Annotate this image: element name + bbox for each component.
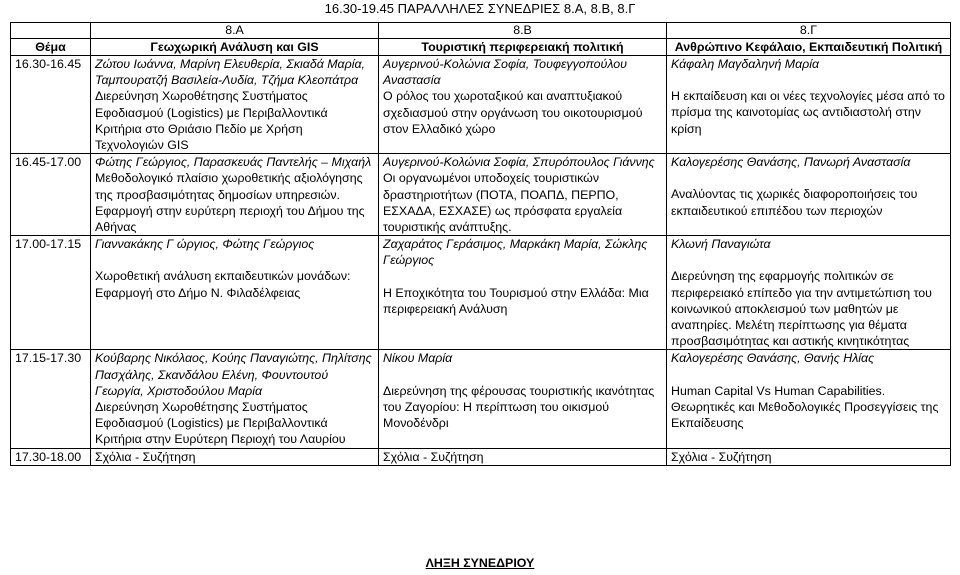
talk-authors: Φώτης Γεώργιος, Παρασκευάς Παντελής – Μιχαήλ (95, 155, 372, 170)
talk-authors: Αυγερινού-Κολώνια Σοφία, Τουφεγγοπούλου Αναστασία (383, 57, 627, 88)
session-8b: 8.Β (379, 23, 667, 39)
slot-row (11, 56, 951, 154)
talk-title: Διερεύνηση Χωροθέτησης Συστήματος Εφοδιασμού (Logistics) με Περιβαλλοντικά Κριτήρια στο Θριάσιο Πεδίο με Χρήση Τεχνολογιών GIS (95, 89, 328, 153)
talk-authors: Καλογερέσης Θανάσης, Πανωρή Αναστασία (671, 155, 911, 170)
slot-row (11, 236, 951, 350)
spacer (95, 252, 374, 268)
session-corner (11, 23, 91, 39)
talk-cell (91, 154, 379, 236)
talk-title: Human Capital Vs Human Capabilities. Θεωρητικές και Μεθοδολογικές Προσεγγίσεις της Εκπαίδευσης (671, 383, 939, 431)
talk-authors: Κλωνή Παναγιώτα (671, 237, 771, 252)
talk-authors: Νίκου Μαρία (383, 351, 453, 366)
spacer (671, 170, 946, 186)
slot-row (11, 154, 951, 236)
slot-time: 17.15-17.30 (11, 350, 91, 448)
talk-title: Αναλύοντας τις χωρικές διαφοροποιήσεις του εκπαιδευτικού επιπέδου των περιοχών (671, 187, 918, 218)
slot-time: 16.45-17.00 (11, 154, 91, 236)
talk-cell (379, 236, 667, 350)
talk-title: Χωροθετική ανάλυση εκπαιδευτικών μονάδων: Εφαρμογή στο Δήμο Ν. Φιλαδέλφειας (95, 269, 351, 300)
talk-cell (379, 350, 667, 448)
slot-row (11, 350, 951, 448)
talk-cell (91, 236, 379, 350)
discussion-row (11, 448, 951, 465)
spacer (671, 367, 946, 383)
session-8a: 8.Α (91, 23, 379, 39)
spacer (383, 367, 662, 383)
talk-cell (91, 56, 379, 154)
talk-authors: Ζώτου Ιωάννα, Μαρίνη Ελευθερία, Σκιαδά Μαρία, Ταμπουρατζή Βασιλεία-Λυδία, Τζήμα Κλεοπάτρα (95, 57, 365, 88)
talk-cell (667, 154, 951, 236)
talk-title: Διερεύνηση Χωροθέτησης Συστήματος Εφοδιασμού (Logistics) με Περιβαλλοντικά Κριτήρια στην Ευρύτερη Περιοχή του Λαυρίου (95, 400, 346, 447)
slot-time: 16.30-16.45 (11, 56, 91, 154)
talk-title: Ο ρόλος του χωροταξικού και αναπτυξιακού σχεδιασμού στην οργάνωση του οικοτουρισμού στον Ελλαδικό χώρο (383, 89, 643, 136)
theme-row (11, 39, 951, 56)
session-row (11, 23, 951, 39)
talk-cell (91, 350, 379, 448)
talk-authors: Κάφαλη Μαγδαληνή Μαρία (671, 57, 820, 71)
talk-authors: Ζαχαράτος Γεράσιμος, Μαρκάκη Μαρία, Σώκλης Γεώργιος (383, 237, 648, 268)
talk-title: Διερεύνηση της φέρουσας τουριστικής ικανότητας του Ζαγορίου: Η περίπτωση του οικισμού Μονοδένδρι (383, 383, 655, 431)
spacer (671, 252, 946, 268)
talk-title: Διερεύνηση της εφαρμογής πολιτικών σε περιφερειακό επίπεδο για την αντιμετώπιση του κοινωνικού αποκλεισμού των μαθητών με αναπηρίες. Μελέτη περίπτωσης για θέματα προσβασιμότητας και αστικής κινητικότητας (671, 269, 932, 349)
talk-cell (667, 236, 951, 350)
talk-authors: Κούβαρης Νικόλαος, Κούης Παναγιώτης, Πηλίτσης Πασχάλης, Σκανδάλου Ελένη, Φουντουτού Γεωργία, Χριστοδούλου Μαρία (95, 351, 372, 398)
discussion-8c: Σχόλια - Συζήτηση (667, 448, 951, 465)
talk-title: Η Εποχικότητα του Τουρισμού στην Ελλάδα: Μια περιφερειακή Ανάλυση (383, 285, 649, 316)
session-8c: 8.Γ (667, 23, 951, 39)
discussion-8a: Σχόλια - Συζήτηση (91, 448, 379, 465)
talk-authors: Καλογερέσης Θανάσης, Θανής Ηλίας (671, 351, 875, 366)
slot-time: 17.00-17.15 (11, 236, 91, 350)
talk-cell (667, 56, 951, 154)
spacer (383, 269, 662, 285)
theme-8a: Γεωχωρική Ανάλυση και GIS (91, 39, 379, 56)
talk-title: Μεθοδολογικό πλαίσιο χωροθετικής αξιολόγησης της προσβασιμότητας δημοσίων υπηρεσιών. Εφαρμογή στην ευρύτερη περιοχή του Δήμου της Αθήνας (95, 171, 365, 235)
page-title: 16.30-19.45 ΠΑΡΑΛΛΗΛΕΣ ΣΥΝΕΔΡΙΕΣ 8.Α, 8.Β, 8.Γ (324, 1, 636, 16)
talk-authors: Αυγερινού-Κολώνια Σοφία, Σπυρόπουλος Γιάννης (383, 155, 655, 170)
talk-cell (379, 56, 667, 154)
discussion-8b: Σχόλια - Συζήτηση (379, 448, 667, 465)
talk-title: Η εκπαίδευση και οι νέες τεχνολογίες μέσα από το πρίσμα της καινοτομίας ως αντιδιαστολή στην κρίση (671, 89, 945, 136)
theme-8c: Ανθρώπινο Κεφάλαιο, Εκπαιδευτική Πολιτική (667, 39, 951, 56)
talk-cell (379, 154, 667, 236)
talk-title: Οι οργανωμένοι υποδοχείς τουριστικών δραστηριοτήτων (ΠΟΤΑ, ΠΟΑΠΔ, ΠΕΡΠΟ, ΕΣΧΑΔΑ, ΕΣΧΑΣΕ) ως πρόσφατα εργαλεία τουριστικής ανάπτυξης. (383, 171, 623, 235)
spacer (671, 72, 946, 88)
schedule-table (10, 22, 951, 466)
talk-authors: Γιαννακάκης Γ ώργιος, Φώτης Γεώργιος (95, 237, 315, 252)
discussion-time: 17.30-18.00 (11, 448, 91, 465)
theme-8b: Τουριστική περιφερειακή πολιτική (379, 39, 667, 56)
talk-cell (667, 350, 951, 448)
closing-heading: ΛΗΞΗ ΣΥΝΕΔΡΙΟΥ (425, 556, 535, 570)
theme-label: Θέμα (11, 39, 91, 56)
